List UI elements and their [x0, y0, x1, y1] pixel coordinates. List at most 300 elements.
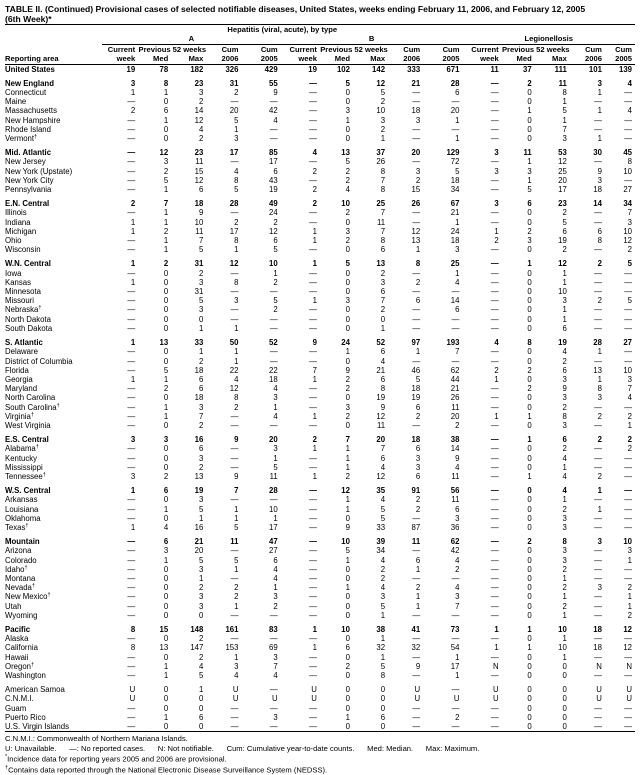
value-cell: 19	[411, 393, 421, 403]
reporting-area-name: Missouri	[5, 296, 35, 306]
reporting-area-cell	[5, 722, 102, 732]
value-cell: —	[127, 287, 136, 297]
value-cell: 0	[527, 314, 532, 324]
value-cell: 5	[273, 296, 278, 306]
value-cell: 2	[627, 444, 632, 454]
value-cell: —	[594, 268, 602, 278]
reporting-area-name: Rhode Island	[5, 124, 51, 134]
reporting-area-name: North Carolina	[5, 393, 56, 403]
value-cell: 3	[415, 166, 421, 176]
value-cell: 9	[415, 661, 421, 671]
value-cell: 38	[450, 435, 460, 445]
value-cell: 0	[345, 97, 350, 107]
reporting-area-cell	[5, 495, 102, 504]
table-row	[5, 592, 635, 601]
reporting-area-cell	[5, 486, 102, 495]
value-cell: 14	[194, 106, 204, 116]
value-cell: 12	[194, 175, 204, 185]
value-cell: 0	[527, 347, 532, 357]
value-cell: 0	[163, 703, 169, 713]
reporting-area-name: S. Atlantic	[5, 338, 43, 348]
value-cell: —	[412, 634, 421, 644]
value-cell: 2	[415, 277, 421, 287]
value-cell: —	[624, 175, 632, 185]
value-cell: 43	[269, 175, 278, 185]
value-cell: 7	[455, 601, 460, 611]
table-row	[5, 505, 635, 514]
value-cell: 5	[455, 166, 460, 176]
col-header-cum: Cum	[221, 45, 239, 55]
value-cell: —	[490, 245, 499, 255]
value-cell: 1	[345, 495, 350, 505]
value-cell: 4	[494, 338, 499, 348]
value-cell: 1	[130, 226, 136, 236]
value-cell: 1	[234, 124, 239, 134]
value-cell: 5	[273, 462, 278, 472]
value-cell: 0	[345, 305, 350, 315]
value-cell: 1	[627, 420, 632, 430]
value-cell: —	[490, 462, 499, 472]
col-header-2006: 2006	[206, 54, 241, 64]
value-cell: —	[490, 495, 499, 505]
value-cell: —	[412, 134, 421, 144]
value-cell: 18	[450, 175, 460, 185]
value-cell: 0	[163, 453, 169, 463]
reporting-area-cell	[5, 412, 102, 421]
value-cell: 18	[411, 435, 421, 445]
value-cell: —	[490, 402, 499, 412]
value-cell: 49	[269, 199, 278, 209]
value-cell: —	[412, 652, 421, 662]
value-cell: 1	[130, 88, 136, 98]
value-cell: —	[451, 573, 460, 583]
reporting-area-name: Vermont	[5, 134, 35, 144]
reporting-area-name: Texas	[5, 522, 26, 532]
value-cell: 0	[171, 722, 206, 732]
value-cell: 2	[415, 175, 421, 185]
group-header-legionellosis: Legionellosis	[462, 34, 635, 45]
value-cell: 0	[345, 573, 350, 583]
value-cell: U	[414, 685, 421, 695]
value-cell: 24	[269, 208, 278, 218]
value-cell: —	[309, 513, 317, 523]
value-cell: —	[490, 115, 499, 125]
col-header-current: Current	[289, 45, 317, 55]
reporting-area-name: Illinois	[5, 208, 27, 218]
value-cell: —	[309, 592, 317, 602]
value-cell: 2	[345, 166, 350, 176]
value-cell: 1	[455, 134, 460, 144]
value-cell: 139	[618, 64, 632, 74]
value-cell: 1	[380, 652, 386, 662]
value-cell: —	[241, 722, 280, 732]
value-cell: U	[626, 685, 632, 695]
value-cell: 31	[194, 259, 204, 269]
reporting-area-cell	[5, 514, 102, 523]
value-cell: 0	[380, 703, 386, 713]
value-cell: 0	[527, 208, 532, 218]
value-cell: 8	[380, 236, 386, 246]
value-cell: 6	[415, 471, 421, 481]
value-cell: 1	[312, 236, 317, 246]
value-cell: 6	[345, 643, 350, 653]
value-cell: —	[490, 393, 499, 403]
reporting-area-cell	[5, 97, 102, 106]
value-cell: 7	[380, 444, 386, 454]
value-cell: 15	[411, 185, 421, 195]
value-cell: —	[309, 555, 317, 565]
value-cell: 0	[527, 583, 532, 593]
value-cell: —	[309, 217, 317, 227]
value-cell: 18	[593, 624, 602, 634]
reporting-area-name: Kentucky	[5, 453, 38, 463]
value-cell: 1	[234, 245, 239, 255]
value-cell: 3	[562, 522, 567, 532]
value-cell: —	[309, 115, 317, 125]
value-cell: 12	[159, 148, 169, 158]
value-cell: —	[594, 610, 602, 620]
value-cell: 4	[345, 185, 350, 195]
value-cell: 6	[380, 374, 386, 384]
value-cell: 2	[199, 634, 204, 644]
value-cell: 0	[199, 703, 204, 713]
value-cell: 11	[376, 420, 386, 430]
value-cell: 182	[190, 64, 204, 74]
reporting-area-cell	[5, 704, 102, 713]
col-header-cum: Cum	[403, 45, 421, 55]
value-cell: 4	[273, 573, 278, 583]
value-cell: —	[269, 314, 278, 324]
value-cell: 6	[273, 555, 278, 565]
value-cell: 35	[376, 486, 386, 496]
value-cell: —	[127, 537, 136, 547]
value-cell: —	[594, 546, 602, 556]
value-cell: 52	[376, 338, 386, 348]
reporting-area-cell	[5, 671, 102, 680]
value-cell: —	[127, 444, 136, 454]
value-cell: 5	[163, 365, 169, 375]
table-row	[5, 643, 635, 652]
value-cell: 17	[229, 226, 239, 236]
value-cell: 20	[269, 435, 278, 445]
value-cell: 5	[199, 296, 204, 306]
value-cell: 28	[593, 338, 602, 348]
value-cell: —	[127, 347, 136, 357]
value-cell: 1	[234, 513, 239, 523]
value-cell: —	[490, 88, 499, 98]
value-cell: 1	[494, 226, 499, 236]
value-cell: —	[309, 652, 317, 662]
value-cell: —	[490, 305, 499, 315]
value-cell: —	[490, 259, 499, 269]
value-cell: 148	[190, 624, 204, 634]
value-cell: —	[412, 712, 421, 722]
value-cell: 6	[415, 402, 421, 412]
value-cell: 0	[345, 703, 350, 713]
value-cell: 3	[494, 148, 499, 158]
value-cell: 2	[234, 583, 239, 593]
value-cell: 31	[194, 287, 204, 297]
value-cell: 1	[380, 634, 386, 644]
value-cell: 20	[450, 411, 460, 421]
value-cell: 0	[345, 393, 350, 403]
reporting-area-cell	[5, 602, 102, 611]
value-cell: —	[230, 453, 239, 463]
value-cell: 2	[163, 471, 169, 481]
value-cell: U	[596, 694, 602, 704]
value-cell: 0	[527, 592, 532, 602]
value-cell: 0	[163, 323, 169, 333]
value-cell: 2	[562, 564, 567, 574]
value-cell: 101	[588, 64, 602, 74]
value-cell: —	[490, 420, 499, 430]
table-row	[5, 366, 635, 375]
value-cell: 3	[163, 435, 169, 445]
value-cell: —	[594, 453, 602, 463]
value-cell: —	[490, 106, 499, 116]
value-cell: 1	[562, 634, 567, 644]
value-cell: 3	[562, 134, 567, 144]
value-cell: 0	[163, 601, 169, 611]
value-cell: 1	[415, 347, 421, 357]
value-cell: 10	[194, 217, 204, 227]
value-cell: 1	[345, 462, 350, 472]
value-cell: 17	[558, 185, 567, 195]
value-cell: 10	[341, 624, 350, 634]
value-cell: —	[490, 217, 499, 227]
reporting-area-name: W.S. Central	[5, 486, 51, 496]
col-header-current: Current	[107, 45, 136, 55]
value-cell: —	[490, 703, 499, 713]
table-row	[5, 556, 635, 565]
value-cell: —	[423, 722, 462, 732]
reporting-area-cell	[5, 421, 102, 430]
value-cell: 3	[455, 245, 460, 255]
value-cell: 0	[163, 694, 169, 704]
value-cell: 0	[345, 88, 350, 98]
table-row	[5, 106, 635, 115]
reporting-area-cell	[5, 64, 102, 74]
value-cell: 13	[411, 236, 421, 246]
value-cell: —	[490, 314, 499, 324]
value-cell: 1	[163, 504, 169, 514]
value-cell: 8	[130, 643, 136, 653]
col-header-cum: Cum	[260, 45, 278, 55]
value-cell: 8	[597, 236, 602, 246]
footnote-nedss-text: Contains data reported through the National Electronic Disease Surveillance System (NEDSS).	[8, 765, 328, 775]
value-cell: 5	[562, 217, 567, 227]
value-cell: 7	[345, 435, 350, 445]
reporting-area-name: Iowa	[5, 268, 22, 278]
reporting-area-name: Connecticut	[5, 88, 47, 98]
value-cell: —	[490, 157, 499, 167]
reporting-area-cell	[5, 444, 102, 453]
value-cell: 3	[163, 157, 169, 167]
value-cell: 0	[163, 268, 169, 278]
value-cell: 4	[380, 495, 386, 505]
value-cell: 24	[341, 338, 350, 348]
value-cell: 15	[159, 624, 169, 634]
value-cell: 0	[562, 685, 567, 695]
table-row	[5, 463, 635, 472]
value-cell: 2	[380, 268, 386, 278]
value-cell: 1	[234, 356, 239, 366]
value-cell: 2	[345, 236, 350, 246]
value-cell: 31	[229, 78, 239, 88]
value-cell: 1	[312, 374, 317, 384]
value-cell: —	[230, 712, 239, 722]
table-row	[5, 347, 635, 356]
value-cell: —	[624, 314, 632, 324]
value-cell: 3	[380, 592, 386, 602]
value-cell: 0	[345, 652, 350, 662]
reporting-area-name: Puerto Rico	[5, 712, 46, 722]
value-cell: —	[412, 217, 421, 227]
value-cell: 0	[562, 712, 567, 722]
value-cell: 161	[225, 624, 239, 634]
reporting-area-cell	[5, 643, 102, 652]
value-cell: —	[624, 453, 632, 463]
col-header-prev52: Previous 52 weeks	[501, 45, 570, 55]
value-cell: 10	[269, 259, 278, 269]
value-cell: —	[309, 106, 317, 116]
value-cell: 2	[345, 374, 350, 384]
value-cell: 0	[527, 694, 532, 704]
reporting-area-cell	[5, 611, 102, 620]
value-cell: —	[309, 573, 317, 583]
value-cell: —	[594, 323, 602, 333]
value-cell: —	[412, 323, 421, 333]
value-cell: 7	[380, 175, 386, 185]
value-cell: 3	[562, 546, 567, 556]
value-cell: —	[127, 661, 136, 671]
value-cell: 1	[527, 175, 532, 185]
value-cell: 18	[269, 374, 278, 384]
value-cell: 17	[229, 148, 239, 158]
value-cell: 20	[229, 106, 239, 116]
reporting-area-name: Nevada	[5, 583, 32, 593]
value-cell: —	[594, 712, 602, 722]
value-cell: —	[594, 217, 602, 227]
value-cell: 1	[163, 115, 169, 125]
value-cell: 4	[380, 356, 386, 366]
value-cell: 7	[199, 411, 204, 421]
value-cell: —	[127, 314, 136, 324]
value-cell: 5	[380, 513, 386, 523]
value-cell: 0	[527, 287, 532, 297]
reporting-area-name: Massachusetts	[5, 106, 58, 116]
reporting-area-name: W.N. Central	[5, 259, 51, 269]
value-cell: —	[490, 537, 499, 547]
value-cell: —	[127, 495, 136, 505]
table-row	[5, 537, 635, 546]
value-cell: 5	[345, 157, 350, 167]
value-cell: —	[624, 88, 632, 98]
value-cell: —	[127, 268, 136, 278]
table-row	[5, 296, 635, 305]
value-cell: 0	[163, 573, 169, 583]
value-cell: 18	[194, 199, 204, 209]
value-cell: 13	[376, 259, 386, 269]
table-row	[5, 546, 635, 555]
value-cell: 2	[345, 384, 350, 394]
value-cell: 0	[527, 712, 532, 722]
value-cell: —	[309, 583, 317, 593]
value-cell: 0	[138, 722, 171, 732]
value-cell: —	[269, 356, 278, 366]
value-cell: 1	[199, 573, 204, 583]
value-cell: 8	[562, 411, 567, 421]
value-cell: 7	[380, 296, 386, 306]
value-cell: 6	[199, 444, 204, 454]
reporting-area-name: Mississippi	[5, 462, 43, 472]
value-cell: 11	[490, 64, 499, 74]
value-cell: 1	[562, 573, 567, 583]
value-cell: 7	[380, 208, 386, 218]
value-cell: —	[412, 546, 421, 556]
value-cell: —	[230, 268, 239, 278]
value-cell: 4	[562, 471, 567, 481]
value-cell: U	[272, 694, 278, 704]
value-cell: 11	[269, 471, 278, 481]
value-cell: U	[493, 694, 499, 704]
table-title-line1: TABLE II. (Continued) Provisional cases of selected notifiable diseases, United States, weeks ending February 11, 2006, and February 12, 2005	[5, 4, 586, 14]
table-row	[5, 64, 635, 74]
reporting-area-name: Mountain	[5, 537, 40, 547]
value-cell: —	[490, 185, 499, 195]
value-cell: 24	[450, 226, 460, 236]
value-cell: 3	[234, 296, 239, 306]
value-cell: 10	[623, 537, 632, 547]
value-cell: 0	[163, 305, 169, 315]
value-cell: 14	[450, 444, 460, 454]
value-cell: 1	[163, 411, 169, 421]
col-header-max: Max	[171, 54, 206, 64]
value-cell: 7	[199, 236, 204, 246]
reporting-area-name: Michigan	[5, 226, 37, 236]
value-cell: 28	[229, 199, 239, 209]
value-cell: 1	[562, 97, 567, 107]
reporting-area-name: Montana	[5, 573, 36, 583]
value-cell: 2	[597, 411, 602, 421]
value-cell: —	[127, 411, 136, 421]
footnote-cnmi: C.N.M.I.: Commonwealth of Northern Mariana Islands.	[5, 734, 188, 744]
value-cell: 1	[199, 513, 204, 523]
value-cell: 72	[450, 157, 460, 167]
value-cell: —	[451, 287, 460, 297]
value-cell: 0	[163, 393, 169, 403]
table-row	[5, 287, 635, 296]
value-cell: —	[269, 347, 278, 357]
value-cell: —	[624, 522, 632, 532]
value-cell: —	[309, 703, 317, 713]
value-cell: 1	[455, 652, 460, 662]
value-cell: 11	[376, 217, 386, 227]
reporting-area-cell	[5, 463, 102, 472]
value-cell: —	[594, 402, 602, 412]
value-cell: 3	[273, 712, 278, 722]
value-cell: 1	[455, 268, 460, 278]
table-row	[5, 278, 635, 287]
value-cell: 6	[380, 347, 386, 357]
value-cell: 0	[502, 722, 535, 732]
value-cell: —	[594, 420, 602, 430]
value-cell: —	[624, 712, 632, 722]
value-cell: 0	[163, 610, 169, 620]
value-cell: U	[626, 694, 632, 704]
value-cell: 0	[345, 124, 350, 134]
value-cell: U	[414, 694, 421, 704]
